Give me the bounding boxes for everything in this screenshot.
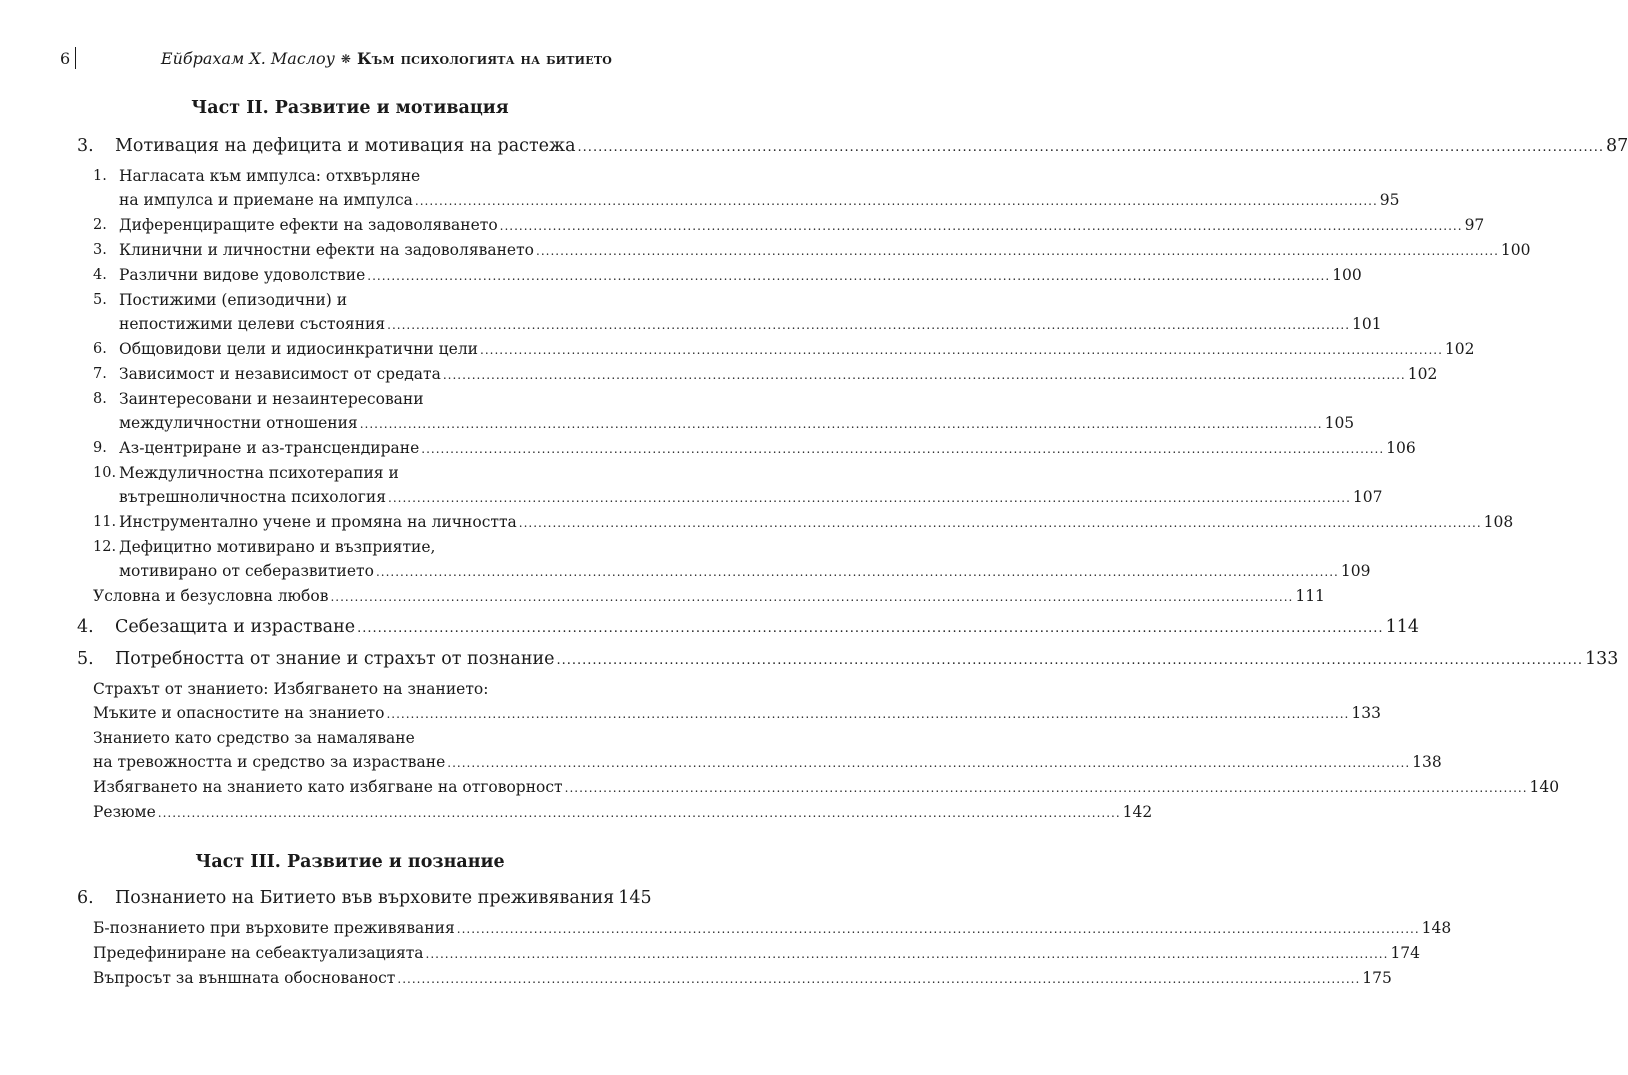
entry-number: 7. <box>93 366 107 382</box>
toc-sub-entry <box>0 436 1416 461</box>
entry-title: Постижими (епизодични) и <box>119 291 348 309</box>
part-heading: Част II. Развитие и мотивация <box>191 98 509 118</box>
entry-title: Условна и безусловна любов <box>93 587 329 605</box>
entry-title: Заинтересовани и незаинтересовани <box>119 390 424 408</box>
toc-sub-entry <box>0 510 1514 535</box>
entry-title: Себезащита и израстване <box>115 617 356 637</box>
page-ref: 105 <box>1324 414 1355 432</box>
entry-title: Дефицитно мотивирано и възприятие, <box>119 538 436 556</box>
entry-title: Диференциращите ефекти на задоволяването <box>119 216 498 234</box>
entry-title: Потребността от знание и страхът от познание <box>115 649 555 669</box>
entry-title: Знанието като средство за намаляване <box>93 729 415 747</box>
toc-chapter-entry <box>0 884 652 914</box>
entry-title: мотивирано от себеразвитието <box>119 562 374 580</box>
page-ref: 111 <box>1295 587 1325 605</box>
toc-sub-entry <box>0 941 1421 966</box>
page-ref: 100 <box>1332 266 1362 284</box>
entry-title: Резюме <box>93 803 156 821</box>
toc-sub-entry <box>0 677 1381 726</box>
entry-title: Мъките и опасностите на знанието <box>93 704 385 722</box>
toc-sub-entry <box>0 535 1371 584</box>
dot-leader: ........................................................................................................................................................................................................ <box>367 269 1331 283</box>
entry-title: Междуличностна психотерапия и <box>119 464 399 482</box>
page-ref: 175 <box>1362 969 1392 987</box>
dot-leader: ........................................................................................................................................................................................................ <box>564 781 1528 795</box>
dot-leader: ........................................................................................................................................................................................................ <box>480 343 1443 357</box>
entry-number: 2. <box>93 217 107 233</box>
toc-sub-entry <box>0 387 1355 436</box>
dot-leader: ........................................................................................................................................................................................................ <box>375 565 1339 579</box>
entry-title: Различни видове удоволствие <box>119 266 366 284</box>
page-ref: 138 <box>1412 753 1442 771</box>
page-ref: 140 <box>1529 778 1560 796</box>
page-ref: 101 <box>1352 315 1382 333</box>
dot-leader: ........................................................................................................................................................................................................ <box>157 806 1121 820</box>
entry-number: 8. <box>93 391 107 407</box>
toc-sub-entry <box>0 800 1153 825</box>
entry-number: 9. <box>93 440 107 456</box>
page-number-rule <box>75 47 76 69</box>
page-ref: 95 <box>1379 191 1400 209</box>
dot-leader: ........................................................................................................................................................................................................ <box>330 590 1294 604</box>
page-number: 6 <box>60 49 71 68</box>
page-ref: 102 <box>1407 365 1438 383</box>
running-title <box>161 47 612 72</box>
dot-leader: ........................................................................................................................................................................................................ <box>577 140 1605 155</box>
entry-title: Аз-центриране и аз-трансцендиране <box>119 439 420 457</box>
dot-leader: ........................................................................................................................................................................................................ <box>442 368 1406 382</box>
ornament-separator: ❋ <box>340 52 351 66</box>
entry-number: 4. <box>77 617 94 637</box>
toc-sub-entry <box>0 461 1383 510</box>
toc-sub-entry <box>0 584 1325 609</box>
dot-leader: ........................................................................................................................................................................................................ <box>556 653 1583 668</box>
entry-title: на тревожността и средство за израстване <box>93 753 446 771</box>
page-ref: 142 <box>1122 803 1153 821</box>
dot-leader: ........................................................................................................................................................................................................ <box>414 194 1378 208</box>
page-ref: 97 <box>1464 216 1485 234</box>
toc-list <box>0 884 1452 991</box>
entry-number: 1. <box>93 168 107 184</box>
toc-sub-entry <box>0 238 1531 263</box>
page-ref: 114 <box>1385 617 1419 637</box>
toc-sub-entry <box>0 362 1438 387</box>
toc-sub-entry <box>0 337 1475 362</box>
dot-leader: ........................................................................................................................................................................................................ <box>499 219 1463 233</box>
toc-sub-entry <box>0 726 1442 775</box>
toc-chapter-entry <box>0 132 1628 162</box>
entry-title: Страхът от знанието: Избягването на знанието: <box>93 680 489 698</box>
entry-number: 12. <box>93 539 117 555</box>
toc-sub-entry <box>0 288 1382 337</box>
toc-chapter-entry <box>0 645 1619 675</box>
entry-title: Клинични и личностни ефекти на задоволяването <box>119 241 534 259</box>
running-header <box>60 47 612 71</box>
dot-leader: ........................................................................................................................................................................................................ <box>388 491 1351 505</box>
dot-leader: ........................................................................................................................................................................................................ <box>456 922 1420 936</box>
entry-title: Инструментално учене и промяна на личността <box>119 513 517 531</box>
entry-number: 10. <box>93 465 117 481</box>
page-ref: 102 <box>1444 340 1475 358</box>
entry-number: 3. <box>93 242 107 258</box>
entry-number: 5. <box>93 292 107 308</box>
page-ref: 87 <box>1606 136 1628 156</box>
page-ref: 174 <box>1390 944 1421 962</box>
entry-number: 6. <box>93 341 107 357</box>
entry-title: Б-познанието при върховите преживявания <box>93 919 455 937</box>
toc-sub-entry <box>0 263 1362 288</box>
entry-title: вътрешноличностна психология <box>119 488 386 506</box>
entry-number: 3. <box>77 136 94 156</box>
page-ref: 133 <box>1584 649 1619 669</box>
entry-title: Нагласата към импулса: отхвърляне <box>119 167 421 185</box>
dot-leader: ........................................................................................................................................................................................................ <box>425 947 1389 961</box>
page-ref: 109 <box>1340 562 1371 580</box>
entry-title: Предефиниране на себеактуализацията <box>93 944 424 962</box>
entry-number: 5. <box>77 649 94 669</box>
entry-title: Зависимост и независимост от средата <box>119 365 441 383</box>
dot-leader: ........................................................................................................................................................................................................ <box>447 756 1411 770</box>
dot-leader: ........................................................................................................................................................................................................ <box>387 318 1351 332</box>
dot-leader: ........................................................................................................................................................................................................ <box>536 244 1499 258</box>
page-ref: 148 <box>1421 919 1452 937</box>
toc-chapter-entry <box>0 613 1419 643</box>
entry-title: Общовидови цели и идиосинкратични цели <box>119 340 478 358</box>
toc-list <box>0 132 1628 825</box>
entry-title: Мотивация на дефицита и мотивация на растежа <box>115 136 576 156</box>
dot-leader: ........................................................................................................................................................................................................ <box>357 621 1384 636</box>
dot-leader: ........................................................................................................................................................................................................ <box>359 417 1323 431</box>
toc-sub-entry <box>0 775 1560 800</box>
entry-number: 6. <box>77 888 94 908</box>
page-ref: 106 <box>1386 439 1416 457</box>
dot-leader: ........................................................................................................................................................................................................ <box>518 516 1482 530</box>
entry-title: непостижими целеви състояния <box>119 315 386 333</box>
page-ref: 107 <box>1352 488 1383 506</box>
dot-leader: ........................................................................................................................................................................................................ <box>421 442 1385 456</box>
page-ref: 108 <box>1483 513 1514 531</box>
page-ref: 133 <box>1351 704 1381 722</box>
dot-leader: ........................................................................................................................................................................................................ <box>386 707 1350 721</box>
book-title: Към психологията на битието <box>356 49 612 68</box>
toc-sub-entry <box>0 164 1400 213</box>
dot-leader: ........................................................................................................................................................................................................ <box>397 972 1361 986</box>
part-heading: Част III. Развитие и познание <box>195 852 505 872</box>
entry-title: Въпросът за външната обоснованост <box>93 969 396 987</box>
page-ref: 100 <box>1500 241 1531 259</box>
toc-sub-entry <box>0 966 1392 991</box>
entry-title: междуличностни отношения <box>119 414 358 432</box>
page-ref: 145 <box>618 888 652 908</box>
entry-title: на импулса и приемане на импулса <box>119 191 413 209</box>
toc-sub-entry <box>0 213 1485 238</box>
entry-title: Познанието на Битието във върховите преживявания <box>115 888 615 908</box>
entry-number: 4. <box>93 267 107 283</box>
entry-number: 11. <box>93 514 117 530</box>
author-name: Ейбрахам Х. Маслоу <box>160 49 335 68</box>
toc-sub-entry <box>0 916 1452 941</box>
entry-title: Избягването на знанието като избягване на отговорност <box>93 778 563 796</box>
